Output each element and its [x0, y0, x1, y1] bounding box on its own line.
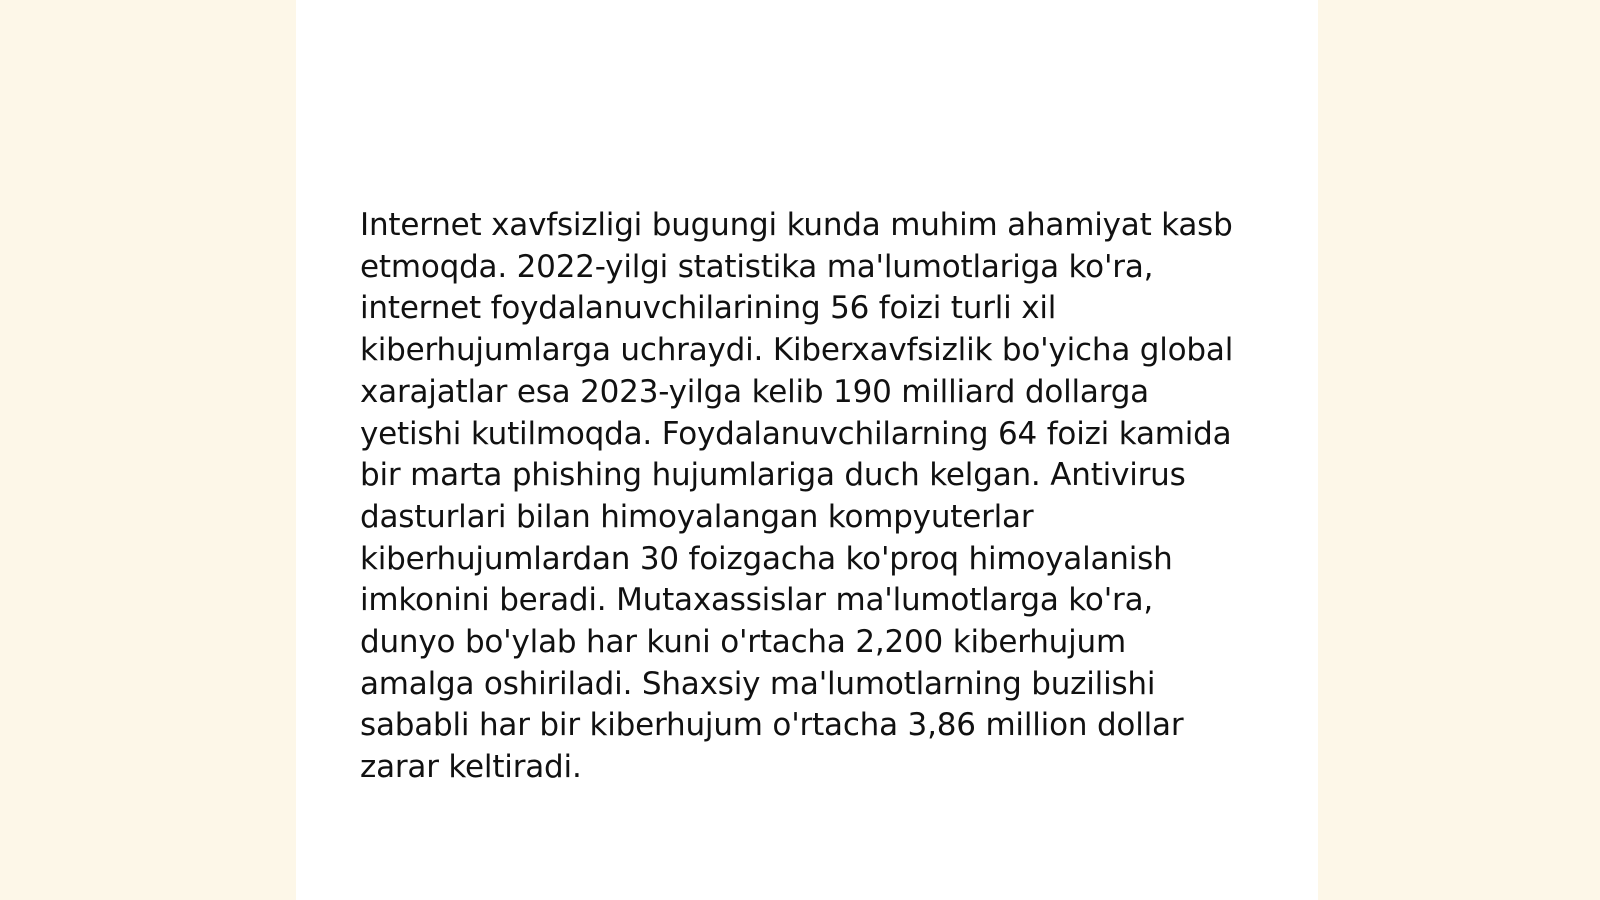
- document-page: [296, 0, 1318, 900]
- body-paragraph: Internet xavfsizligi bugungi kunda muhim ahamiyat kasb etmoqda. 2022-yilgi statistika ma'lumotlariga ko'ra, internet foydalanuvchilarining 56 foizi turli xil kiberhujumlarga uchraydi. Kiberxavfsizlik bo'yicha global xarajatlar esa 2023-yilga kelib 190 milliard dollarga yetishi kutilmoqda. Foydalanuvchilarning 64 foizi kamida bir marta phishing hujumlariga duch kelgan. Antivirus dasturlari bilan himoyalangan kompyuterlar kiberhujumlardan 30 foizgacha ko'proq himoyalanish imkonini beradi. Mutaxassislar ma'lumotlarga ko'ra, dunyo bo'ylab har kuni o'rtacha 2,200 kiberhujum amalga oshiriladi. Shaxsiy ma'lumotlarning buzilishi sababli har bir kiberhujum o'rtacha 3,86 million dollar zarar keltiradi.: [360, 207, 1234, 786]
